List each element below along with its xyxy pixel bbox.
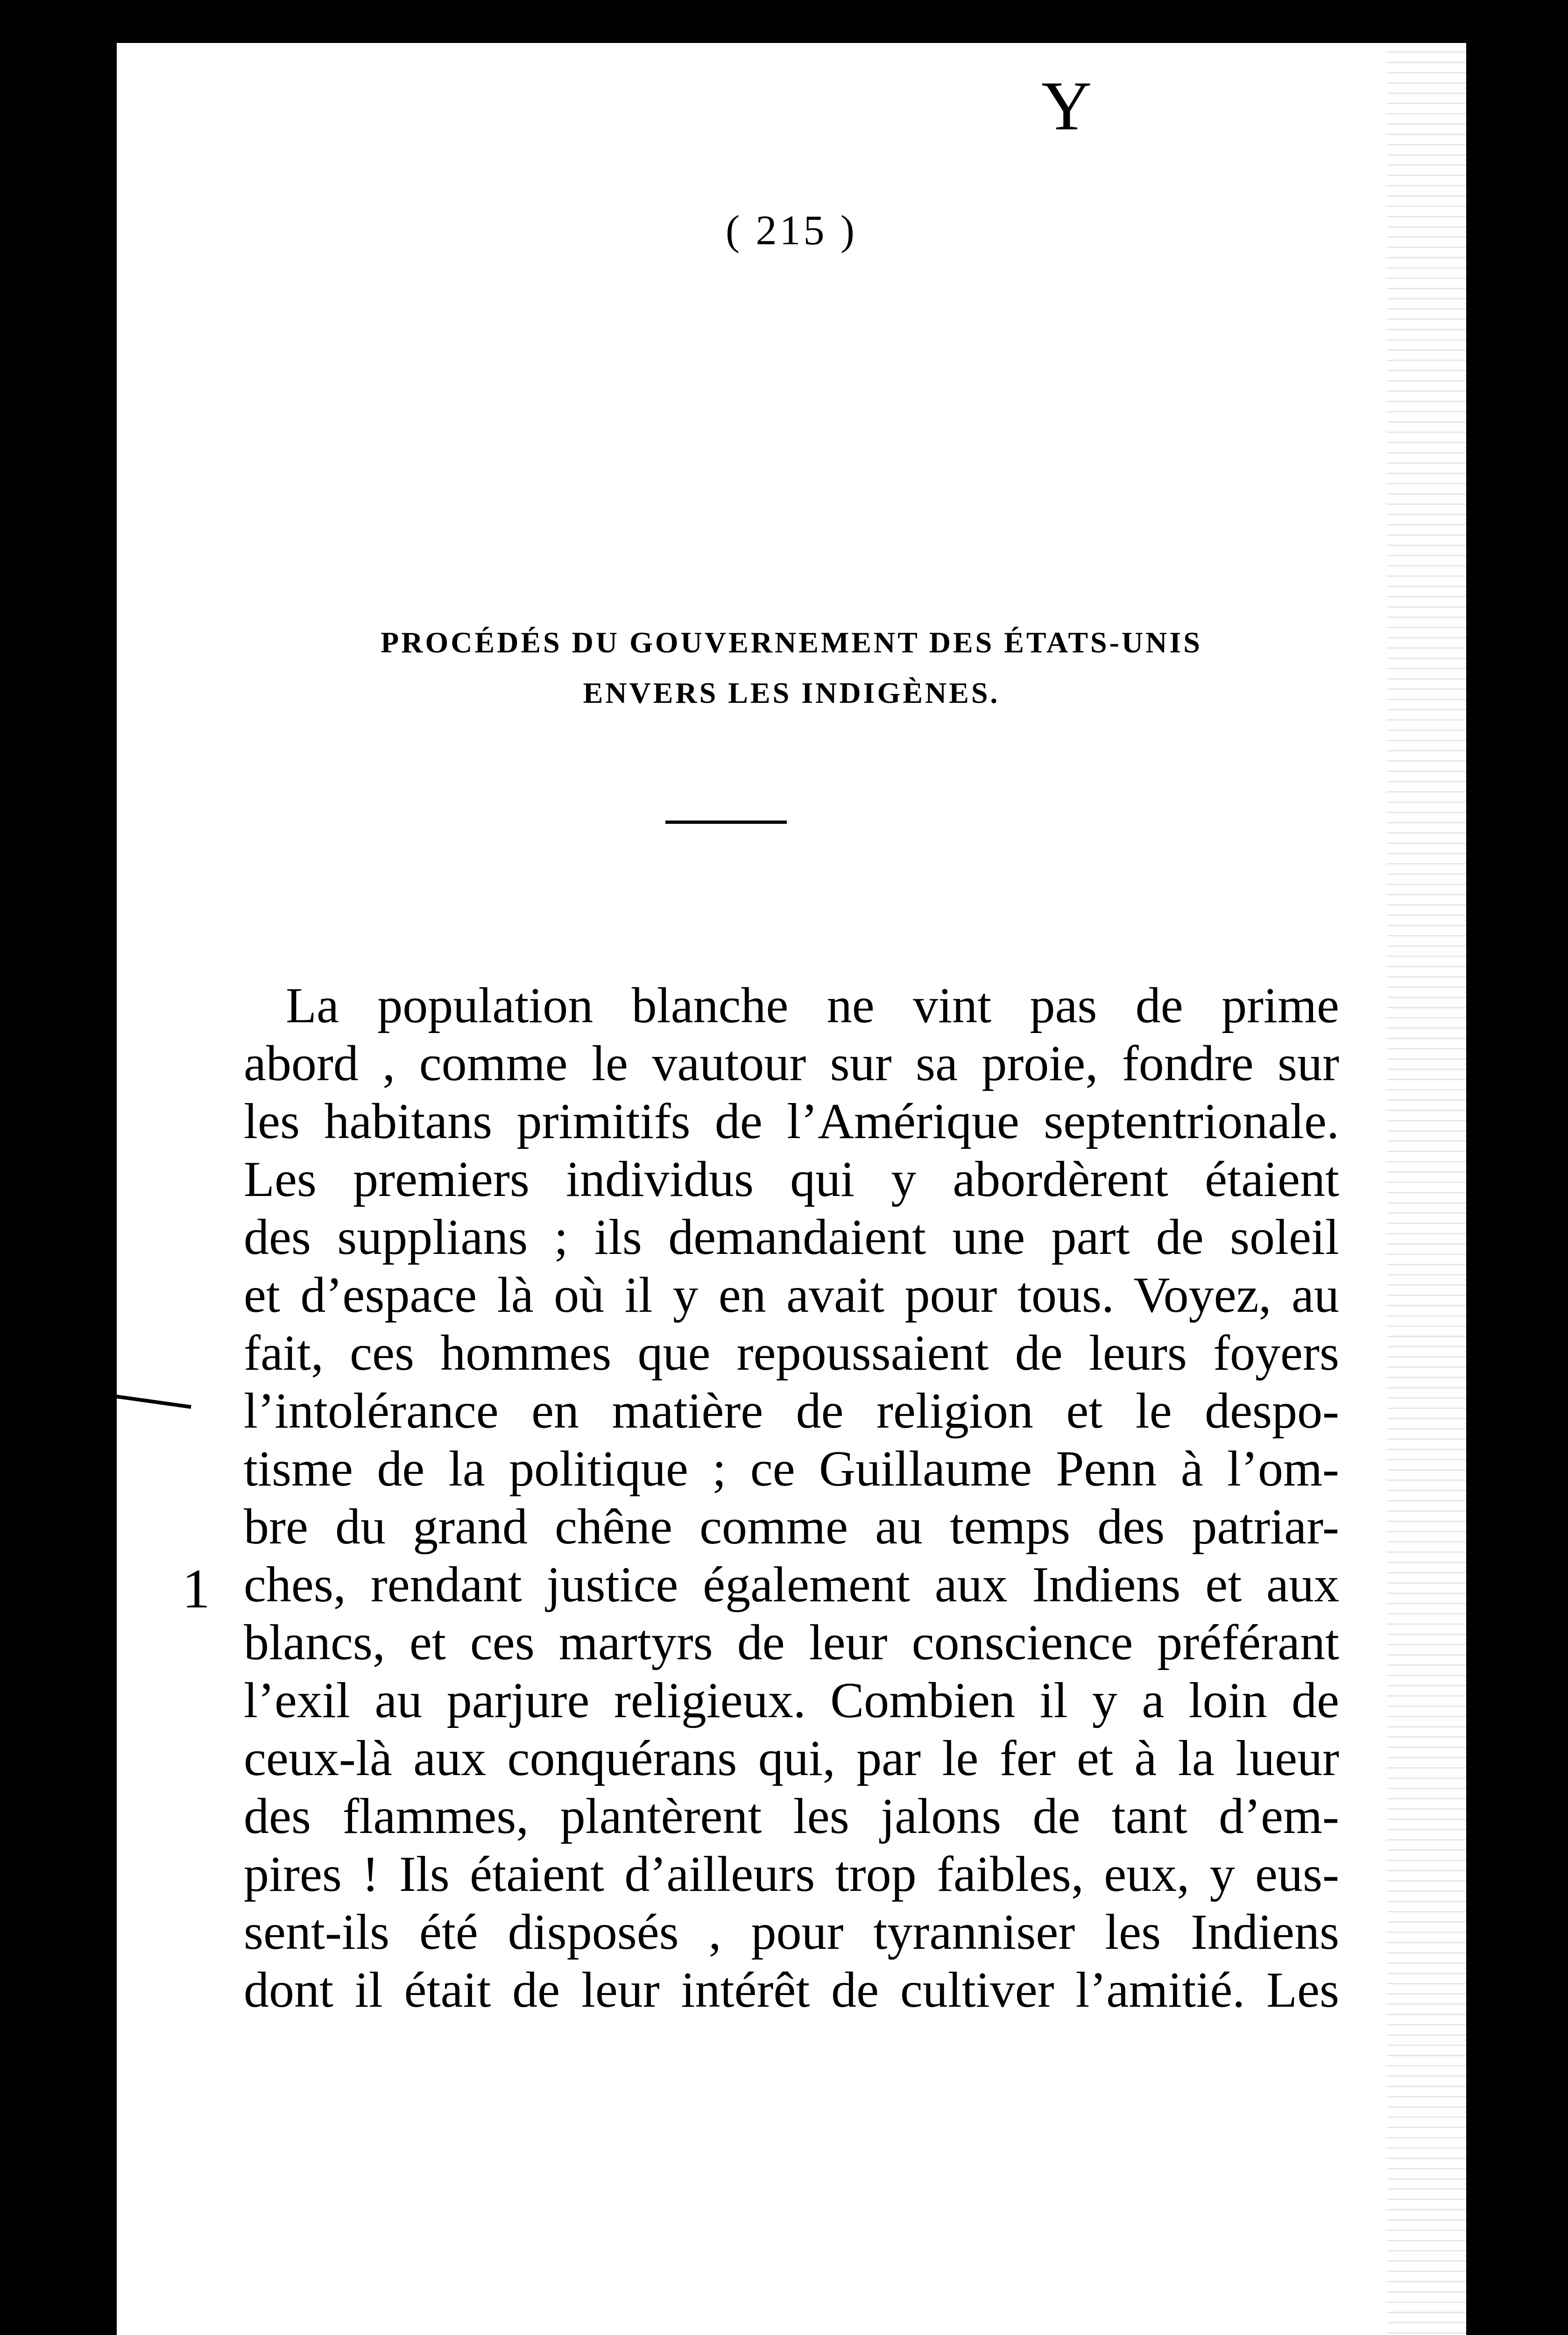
page-edge-shadow (1387, 43, 1466, 2335)
body-line: les habitans primitifs de l’Amérique septentrionale. (244, 1094, 1339, 1149)
page-number: ( 215 ) (726, 207, 857, 254)
body-line: pires ! Ils étaient d’ailleurs trop faibles, eux, y eus- (244, 1847, 1339, 1902)
body-line: ches, rendant justice également aux Indiens et aux (244, 1557, 1339, 1613)
body-line: fait, ces hommes que repoussaient de leurs foyers (244, 1325, 1339, 1381)
margin-dash-mark (117, 1394, 191, 1409)
title-rule (665, 821, 787, 824)
body-line: blancs, et ces martyrs de leur conscience préférant (244, 1615, 1339, 1670)
margin-mark-top: Y (1041, 67, 1092, 145)
body-line: dont il était de leur intérêt de cultiver l’amitié. Les (244, 1962, 1339, 2018)
chapter-title (257, 617, 1326, 718)
body-line: l’exil au parjure religieux. Combien il y a loin de (244, 1673, 1339, 1728)
body-line: et d’espace là où il y en avait pour tous. Voyez, au (244, 1267, 1339, 1323)
body-line: ceux-là aux conquérans qui, par le fer et à la lueur (244, 1731, 1339, 1786)
chapter-title-line-2: ENVERS LES INDIGÈNES. (583, 676, 1000, 709)
body-line: abord , comme le vautour sur sa proie, fondre sur (244, 1036, 1339, 1091)
body-line: bre du grand chêne comme au temps des patriar- (244, 1499, 1339, 1555)
body-line: des flammes, plantèrent les jalons de tant d’em- (244, 1789, 1339, 1844)
body-paragraph (244, 977, 1339, 2019)
body-line: des supplians ; ils demandaient une part de soleil (244, 1210, 1339, 1265)
body-line: tisme de la politique ; ce Guillaume Penn à l’om- (244, 1441, 1339, 1497)
body-line: sent-ils été disposés , pour tyranniser les Indiens (244, 1904, 1339, 1960)
book-page (117, 43, 1466, 2335)
chapter-title-line-1: PROCÉDÉS DU GOUVERNEMENT DES ÉTATS-UNIS (381, 626, 1202, 659)
body-line: l’intolérance en matière de religion et le despo- (244, 1383, 1339, 1439)
body-line: La population blanche ne vint pas de prime (286, 978, 1339, 1033)
margin-mark-side: 1 (182, 1557, 210, 1620)
body-line: Les premiers individus qui y abordèrent étaient (244, 1152, 1339, 1207)
